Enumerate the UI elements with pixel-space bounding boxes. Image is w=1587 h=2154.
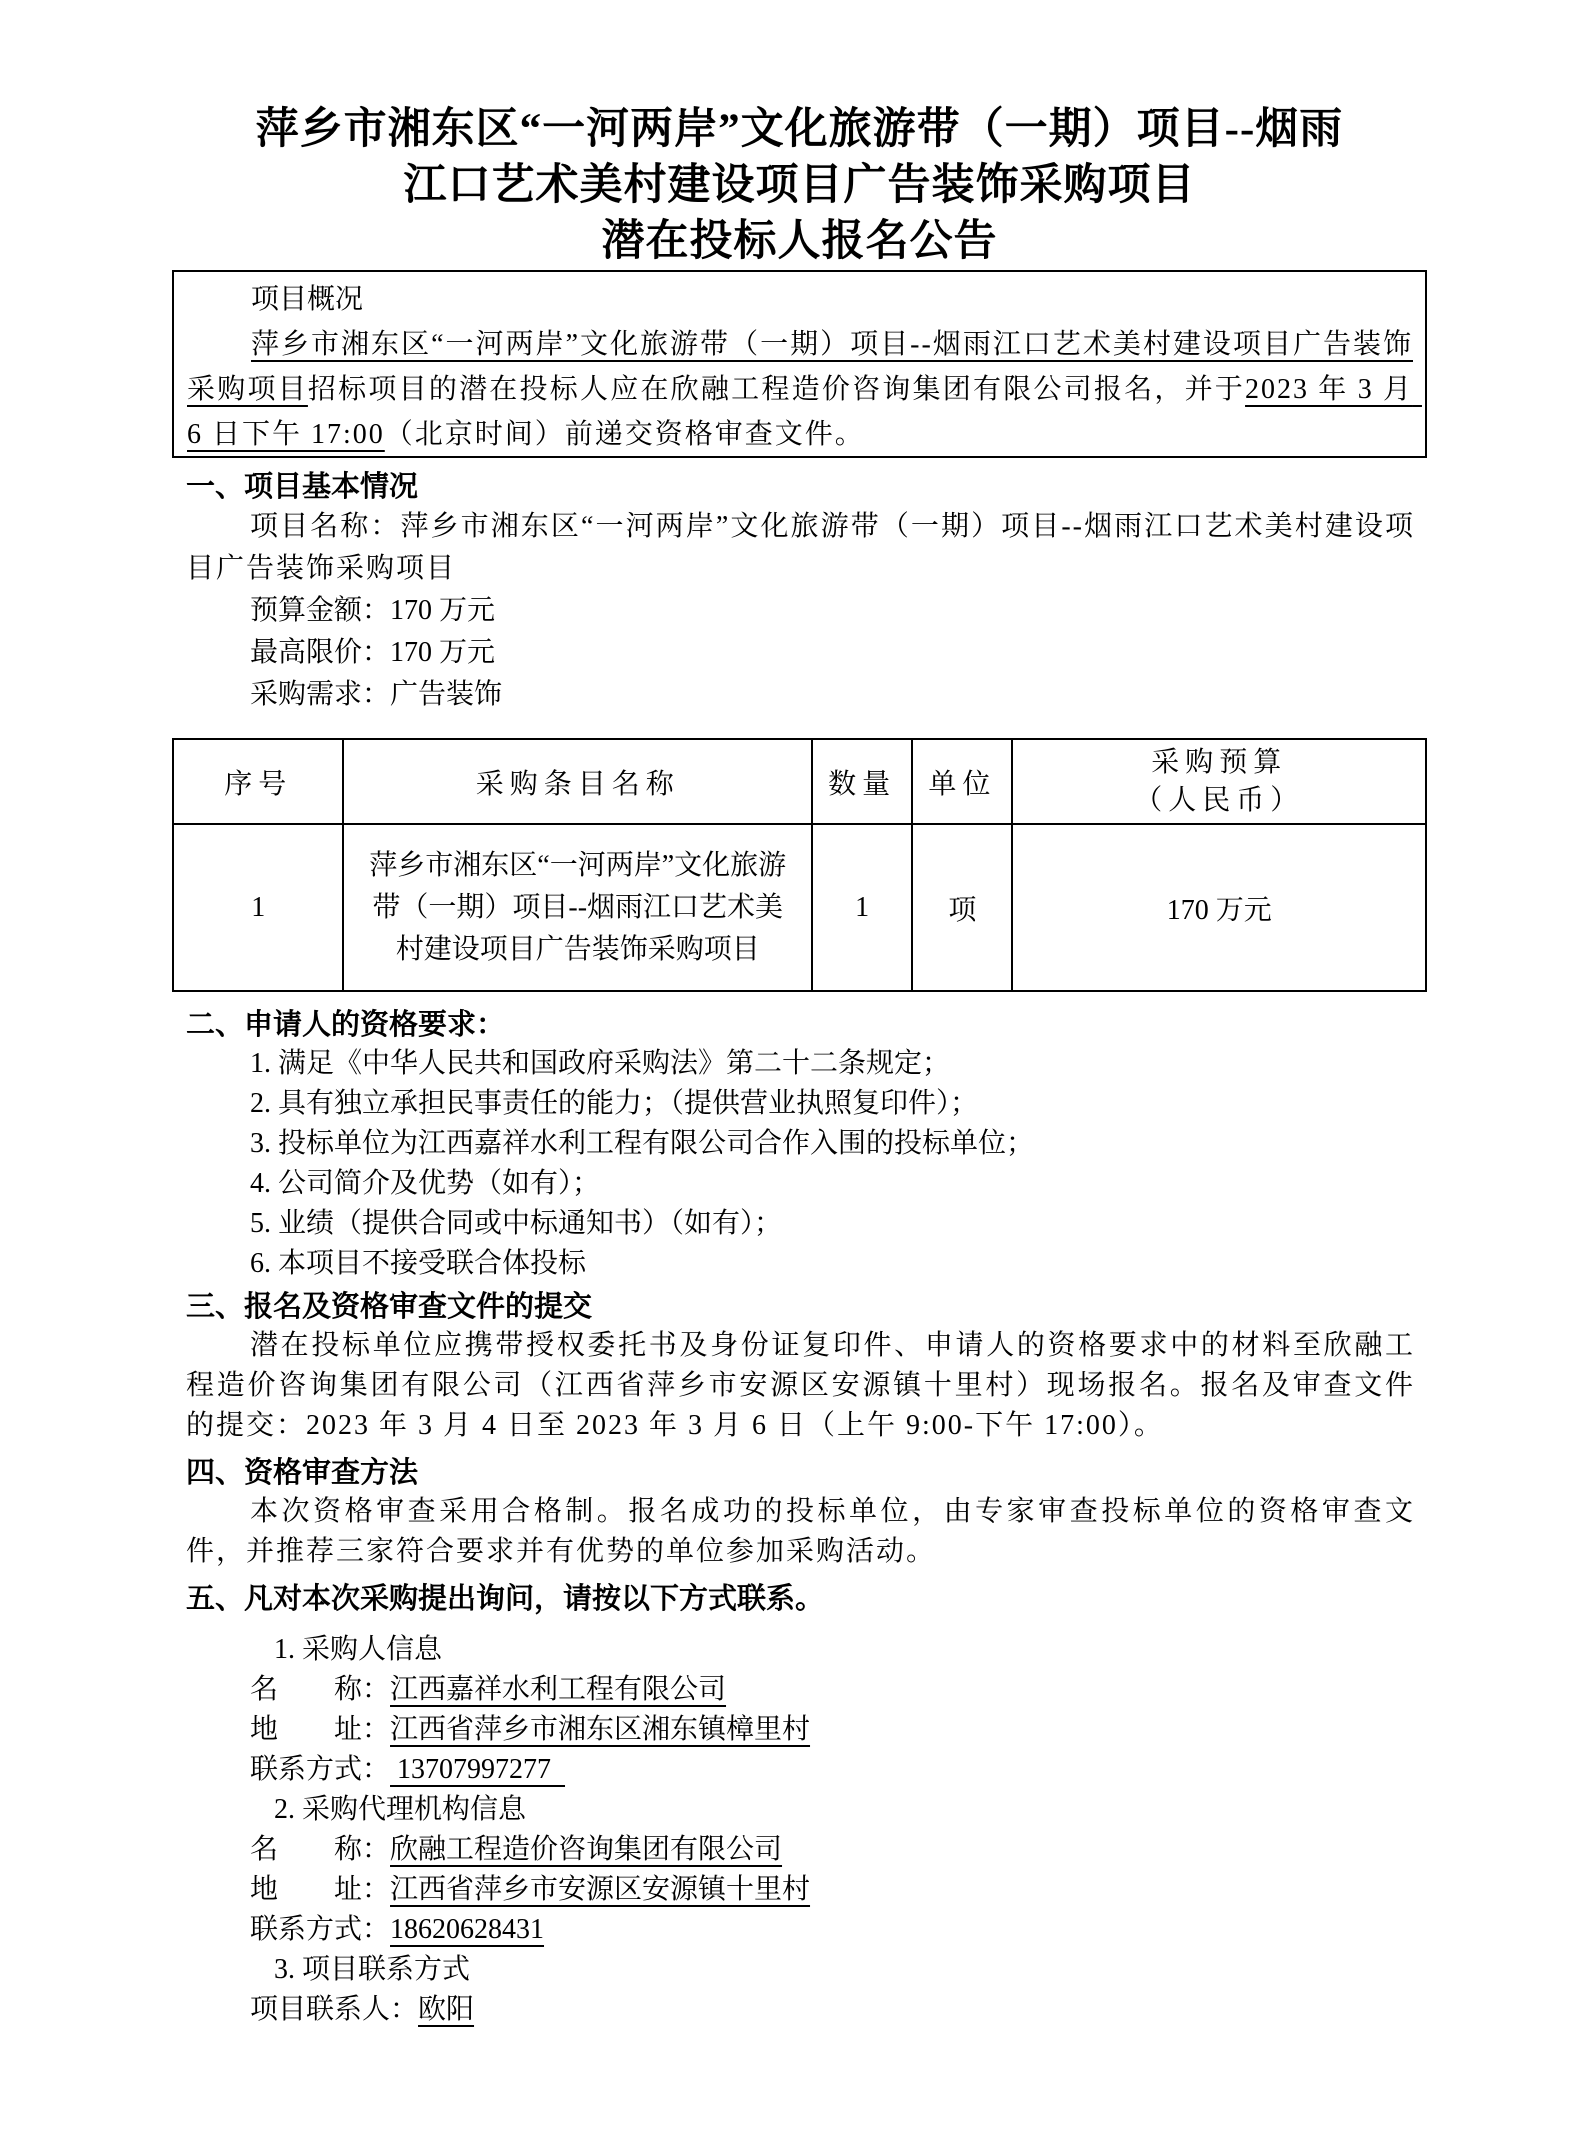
purchaser-name-line <box>186 1670 1427 1710</box>
project-overview-box <box>172 270 1427 458</box>
project-contact-value: 欧阳 <box>418 1994 475 2025</box>
procurement-items-table <box>172 738 1427 992</box>
col-header-item-name: 采购条目名称 <box>343 739 812 824</box>
col-header-budget-line2: （人民币） <box>1134 784 1305 816</box>
col-header-qty: 数量 <box>812 739 912 824</box>
col-header-budget-line1: 采购预算 <box>1151 746 1288 778</box>
requirement-item-4: 4. 公司简介及优势（如有）； <box>250 1168 601 1199</box>
requirement-item-6: 6. 本项目不接受联合体投标 <box>250 1248 587 1279</box>
agency-name-value: 欣融工程造价咨询集团有限公司 <box>390 1834 783 1865</box>
cell-unit: 项 <box>912 824 1012 991</box>
cell-budget: 170 万元 <box>1012 824 1426 991</box>
section5-heading: 五、凡对本次采购提出询问，请按以下方式联系。 <box>186 1583 825 1615</box>
project-overview-paragraph <box>187 322 1422 457</box>
purchaser-name-value: 江西嘉祥水利工程有限公司 <box>390 1674 727 1705</box>
purchaser-address-value: 江西省萍乡市湘东区湘东镇樟里村 <box>390 1714 811 1745</box>
announcement-page <box>172 0 1427 2030</box>
budget-amount-line: 预算金额：170 万元 <box>250 595 496 626</box>
section3-heading: 三、报名及资格审查文件的提交 <box>186 1291 593 1323</box>
section2-heading: 二、申请人的资格要求： <box>186 1009 506 1041</box>
project-contact-label: 项目联系人： <box>250 1994 419 2025</box>
purchaser-info-title: 1. 采购人信息 <box>274 1634 443 1665</box>
agency-phone-line <box>186 1910 1427 1950</box>
project-name-underlined: 萍乡市湘东区“一河两岸”文化旅游带（一期）项目--烟雨江口艺术美村建设项目广告装饰采购项目 <box>187 329 1413 405</box>
section4-paragraph: 本次资格审查采用合格制。报名成功的投标单位，由专家审查投标单位的资格审查文件，并推荐三家符合要求并有优势的单位参加采购活动。 <box>186 1496 1415 1567</box>
cell-item-name: 萍乡市湘东区“一河两岸”文化旅游带（一期）项目--烟雨江口艺术美村建设项目广告装饰采购项目 <box>343 824 812 991</box>
agency-name-line <box>186 1830 1427 1870</box>
contact-info-block <box>186 1630 1427 2030</box>
cell-qty: 1 <box>812 824 912 991</box>
cell-no: 1 <box>173 824 343 991</box>
purchaser-address-label: 地 址： <box>250 1714 391 1745</box>
purchaser-name-label: 名 称： <box>250 1674 391 1705</box>
requirement-item-1: 1. 满足《中华人民共和国政府采购法》第二十二条规定； <box>250 1048 951 1079</box>
agency-name-label: 名 称： <box>250 1834 391 1865</box>
agency-address-label: 地 址： <box>250 1874 391 1905</box>
project-contact-line <box>186 1990 1427 2030</box>
table-row <box>173 824 1426 991</box>
section1-heading: 一、项目基本情况 <box>186 471 419 503</box>
purchaser-address-line <box>186 1710 1427 1750</box>
project-name-paragraph: 项目名称：萍乡市湘东区“一河两岸”文化旅游带（一期）项目--烟雨江口艺术美村建设项目广告装饰采购项目 <box>186 511 1415 584</box>
qualification-requirements-list <box>186 1044 1427 1284</box>
page-title-line-1: 萍乡市湘东区“一河两岸”文化旅游带（一期）项目--烟雨 <box>255 106 1344 153</box>
page-title-line-3: 潜在投标人报名公告 <box>601 218 998 265</box>
agency-info-title: 2. 采购代理机构信息 <box>274 1794 527 1825</box>
agency-phone-label: 联系方式： <box>250 1914 391 1945</box>
price-limit-line: 最高限价：170 万元 <box>250 637 496 668</box>
agency-address-value: 江西省萍乡市安源区安源镇十里村 <box>390 1874 811 1905</box>
overview-tail-text: （北京时间）前递交资格审查文件。 <box>384 419 865 450</box>
purchaser-phone-label: 联系方式： <box>250 1754 391 1785</box>
purchaser-phone-line <box>186 1750 1427 1790</box>
requirement-item-3: 3. 投标单位为江西嘉祥水利工程有限公司合作入围的投标单位； <box>250 1128 1035 1159</box>
project-overview-label: 项目概况 <box>251 284 364 315</box>
section3-paragraph: 潜在投标单位应携带授权委托书及身份证复印件、申请人的资格要求中的材料至欣融工程造价咨询集团有限公司（江西省萍乡市安源区安源镇十里村）现场报名。报名及审查文件的提交：2023 年 3 月 4 日至 2023 年 3 月 6 日（上午 9:00-下午 17:00）。 <box>186 1330 1415 1441</box>
page-title <box>172 102 1427 270</box>
agency-address-line <box>186 1870 1427 1910</box>
deadline-underlined: 2023 年 3 月 6 日下午 17:00 <box>187 374 1422 450</box>
table-header-row <box>173 739 1426 824</box>
purchaser-phone-value: 13707997277 <box>390 1754 566 1785</box>
agency-phone-value: 18620628431 <box>390 1914 545 1945</box>
project-contact-title: 3. 项目联系方式 <box>274 1954 471 1985</box>
col-header-no: 序号 <box>173 739 343 824</box>
overview-mid-text: 招标项目的潜在投标人应在欣融工程造价咨询集团有限公司报名，并于 <box>307 374 1246 405</box>
page-title-line-2: 江口艺术美村建设项目广告装饰采购项目 <box>403 162 1196 209</box>
requirement-item-5: 5. 业绩（提供合同或中标通知书）（如有）； <box>250 1208 783 1239</box>
section4-heading: 四、资格审查方法 <box>186 1457 419 1489</box>
col-header-budget <box>1012 739 1426 824</box>
col-header-unit: 单位 <box>912 739 1012 824</box>
procurement-demand-line: 采购需求：广告装饰 <box>250 679 503 710</box>
requirement-item-2: 2. 具有独立承担民事责任的能力；（提供营业执照复印件）； <box>250 1088 979 1119</box>
